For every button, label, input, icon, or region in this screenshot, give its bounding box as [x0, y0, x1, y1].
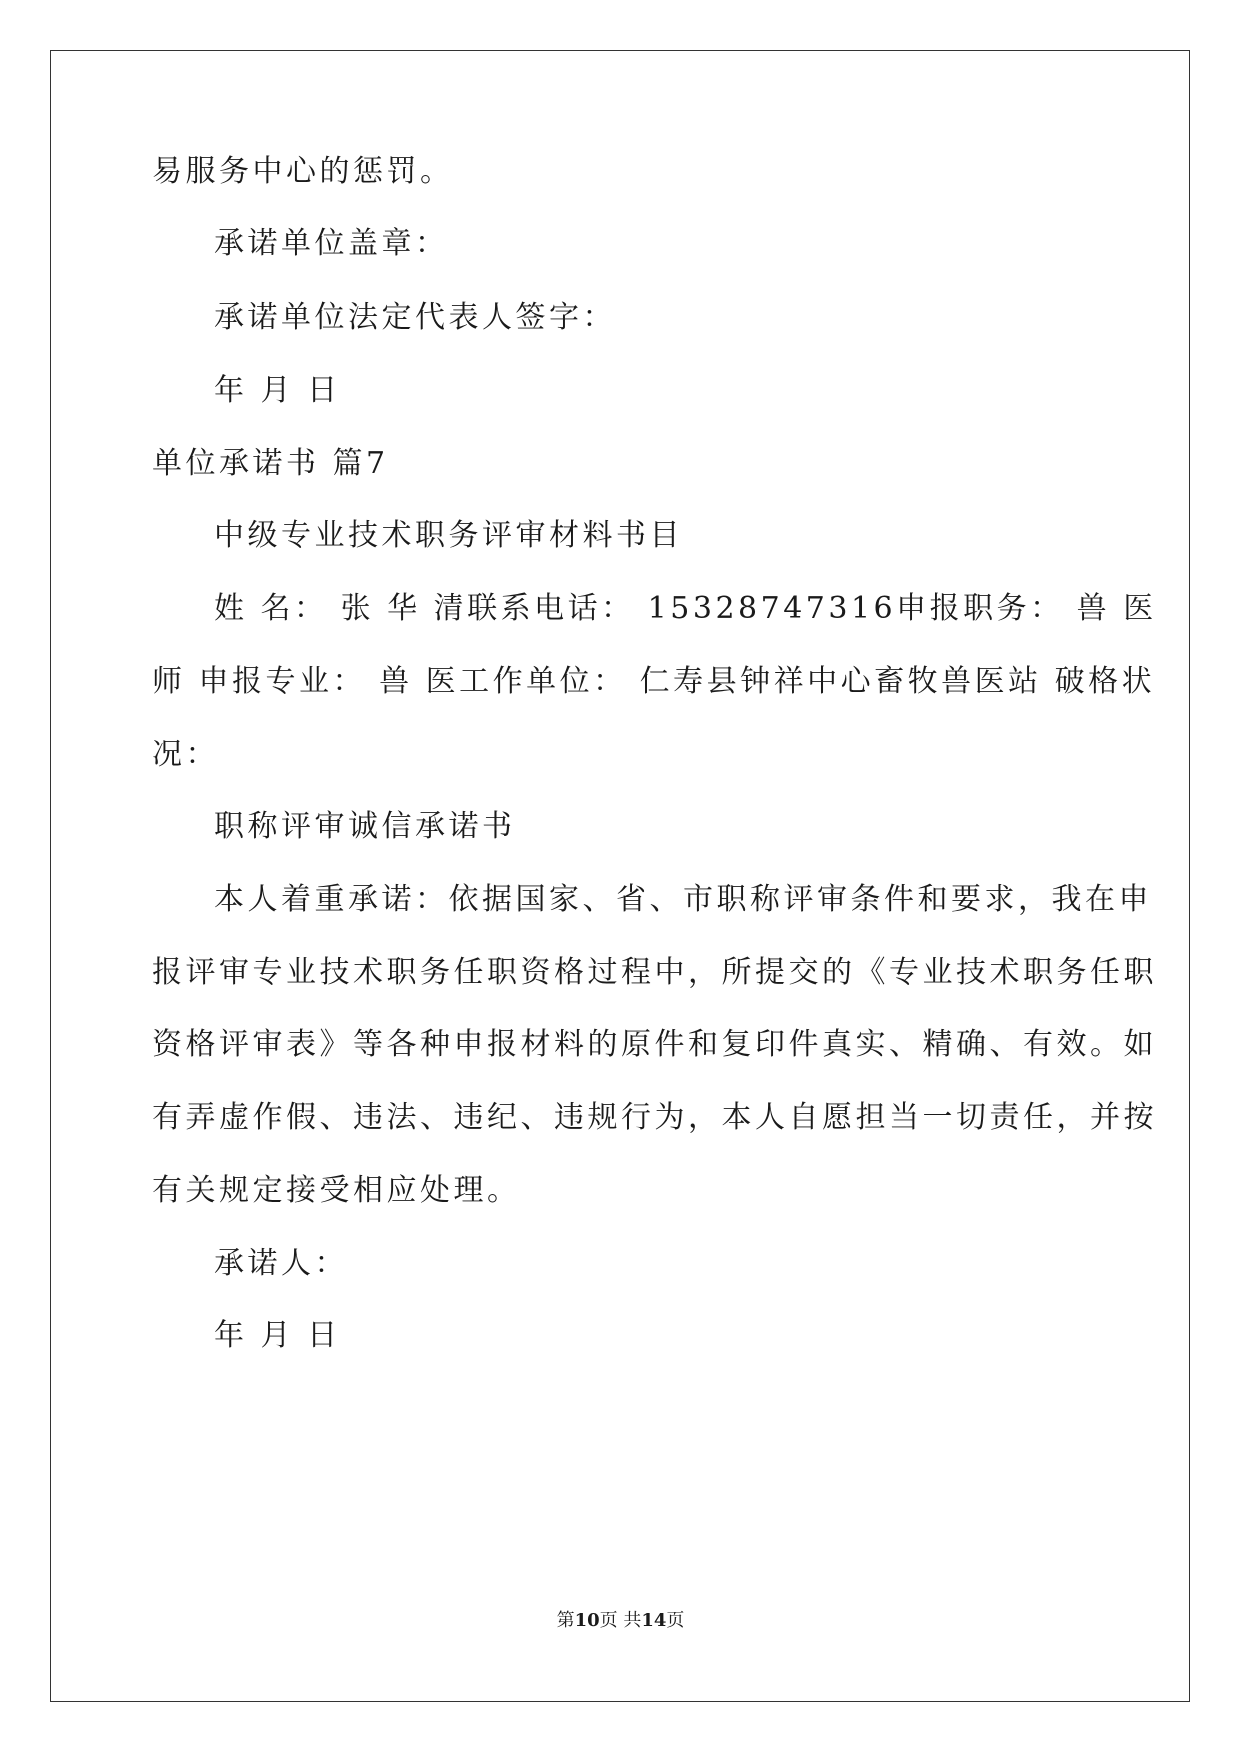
text-line: 师 申报专业： 兽 医工作单位： 仁寿县钟祥中心畜牧兽医站 破格状 — [152, 664, 1156, 699]
footer-mid: 页 共 — [599, 1610, 642, 1631]
text-line: 中级专业技术职务评审材料书目 — [214, 518, 683, 553]
text-line: 有关规定接受相应处理。 — [152, 1173, 521, 1208]
text-line: 职称评审诚信承诺书 — [214, 809, 516, 844]
text-line: 有弄虚作假、违法、违纪、违规行为，本人自愿担当一切责任，并按 — [152, 1100, 1157, 1135]
footer-prefix: 第 — [556, 1610, 575, 1631]
text-line: 资格评审表》等各种申报材料的原件和复印件真实、精确、有效。如 — [152, 1027, 1157, 1062]
footer-page-total: 14 — [641, 1610, 667, 1631]
section-heading: 单位承诺书 篇7 — [152, 446, 389, 481]
text-line: 姓 名： 张 华 清联系电话： 15328747316申报职务： 兽 医 — [214, 591, 1157, 626]
page-footer — [0, 1612, 1241, 1630]
text-line: 年 月 日 — [214, 1318, 341, 1353]
page-border — [50, 50, 1190, 1702]
text-line: 承诺人： — [214, 1246, 348, 1281]
text-line: 本人着重承诺：依据国家、省、市职称评审条件和要求，我在申 — [214, 882, 1152, 917]
text-line: 易服务中心的惩罚。 — [152, 154, 454, 189]
footer-page-current: 10 — [574, 1610, 600, 1631]
text-line: 报评审专业技术职务任职资格过程中，所提交的《专业技术职务任职 — [152, 955, 1157, 990]
text-line: 年 月 日 — [214, 373, 341, 408]
text-line: 承诺单位法定代表人签字： — [214, 300, 616, 335]
text-line: 况： — [152, 737, 219, 772]
text-line: 承诺单位盖章： — [214, 226, 449, 261]
footer-suffix: 页 — [666, 1610, 685, 1631]
